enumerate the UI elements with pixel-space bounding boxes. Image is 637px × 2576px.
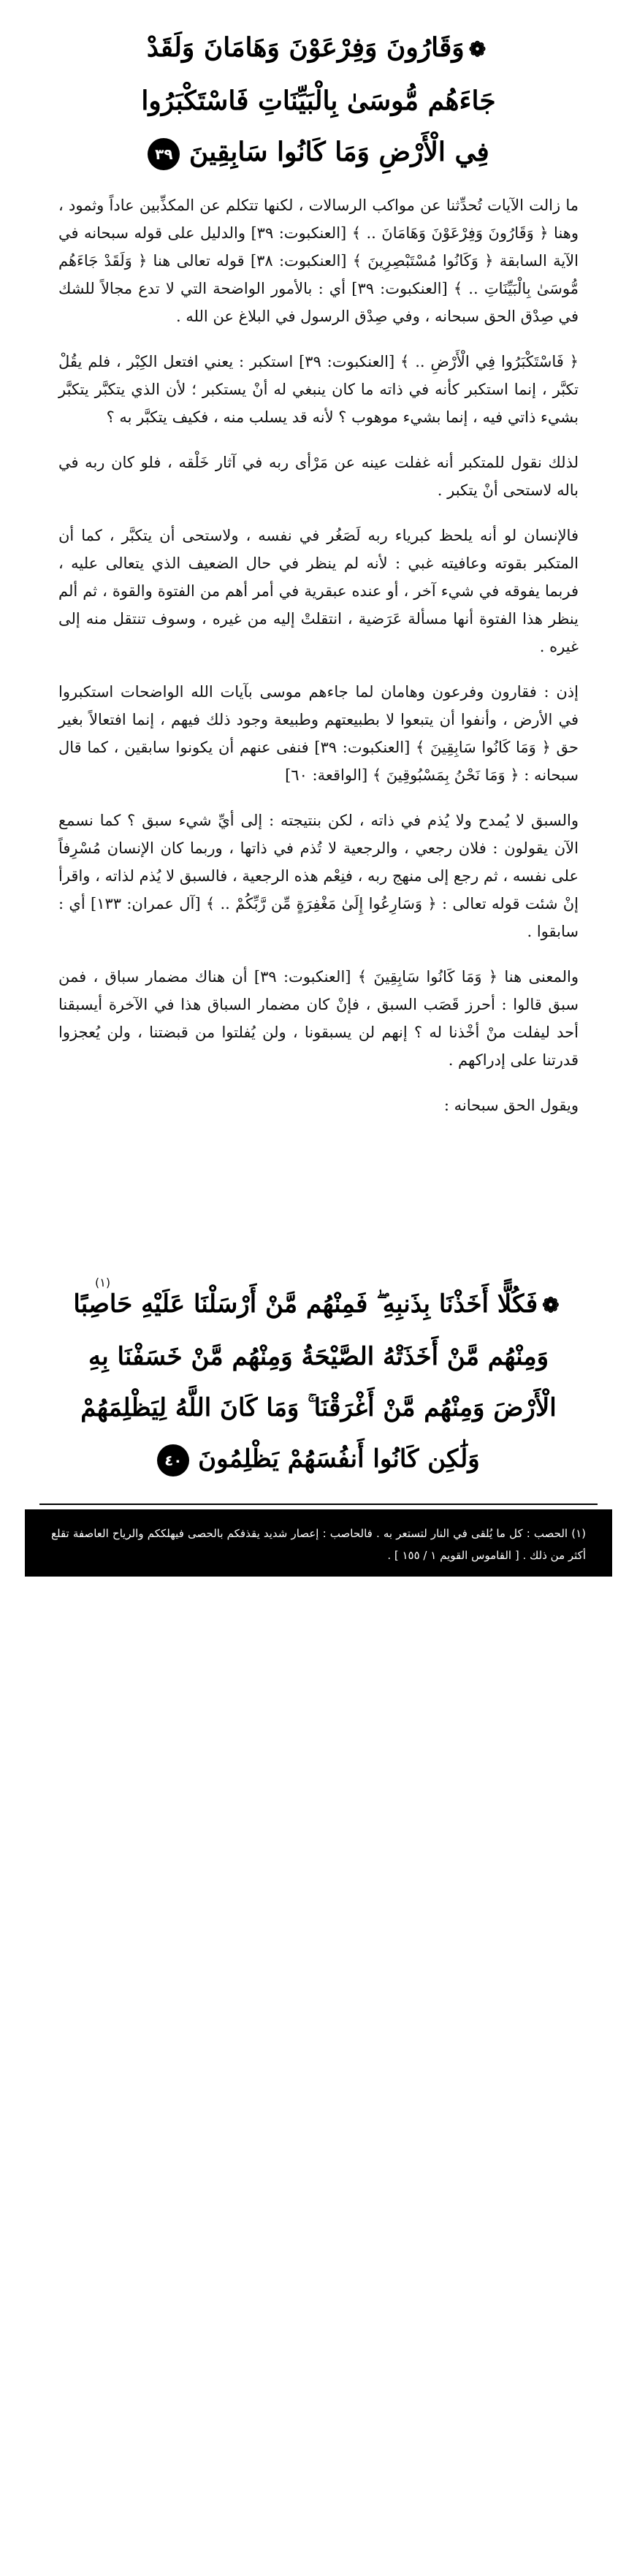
footnote-divider — [39, 1504, 598, 1505]
paragraph: إذن : فقارون وفرعون وهامان لما جاءهم موسى بآيات الله الواضحات استكبروا في الأرض ، وأنفوا أن يتبعوا لا بطبيعتهم وطبيعة وجود ذلك فيهم ، إنما افتعالاً بغير حق ﴿ وَمَا كَانُوا سَابِقِينَ ﴾ [العنكبوت: ٣٩] فنفى عنهم أن يكونوا سابقين ، كما قال سبحانه : ﴿ وَمَا نَحْنُ بِمَسْبُوقِينَ ﴾ [الواقعة: ٦٠] — [58, 683, 579, 784]
paragraph: ما زالت الآيات تُحدِّثنا عن مواكب الرسالات ، لكنها تتكلم عن المكذِّبين عاداً وثمود ، وهنا ﴿ وَقَارُونَ وَفِرْعَوْنَ وَهَامَانَ .. ﴾ [العنكبوت: ٣٩] والدليل على قوله سبحانه في الآية السابقة ﴿ وَكَانُوا مُسْتَبْصِرِينَ ﴾ [العنكبوت: ٣٨] قوله تعالى هنا ﴿ وَلَقَدْ جَاءَهُم مُّوسَىٰ بِالْبَيِّنَاتِ .. ﴾ [العنكبوت: ٣٩] أي : بالأمور الواضحة التي لا تدع مجالاً للشك في صِدْق الحق سبحانه ، وفي صِدْق الرسول في البلاغ عن الله . — [58, 197, 579, 325]
book-page — [25, 0, 612, 1577]
verse-number-badge: ٣٩ — [148, 138, 180, 170]
paragraph: والسبق لا يُمدح ولا يُذم في ذاته ، لكن بنتيجته : إلى أيِّ شيء سبق ؟ كما نسمع الآن يقولون : فلان رجعي ، والرجعية لا تُذم في ذاتها ، وربما كان الإنسان مُسْرِفاً على نفسه ، ثم رجع إلى منهج ربه ، فنِعْم هذه الرجعية ، فالسبق لا يُذم لذاته ، واقرأ إنْ شئت قوله تعالى : ﴿ وَسَارِعُوا إِلَىٰ مَغْفِرَةٍ مِّن رَّبِّكُمْ .. ﴾ [آل عمران: ١٣٣] أي : سابقوا . — [58, 812, 579, 940]
paragraph: ويقول الحق سبحانه : — [443, 1097, 579, 1114]
commentary-text — [58, 191, 579, 1137]
second-verse-line-1 — [69, 1279, 568, 1331]
header-verse-line-3 — [54, 126, 583, 178]
second-verse-line-4-text: وَلَٰكِن كَانُوا أَنفُسَهُمْ يَظْلِمُونَ — [198, 1444, 480, 1474]
header-verse-line-3-text: فِي الْأَرْضِ وَمَا كَانُوا سَابِقِينَ — [188, 137, 489, 167]
second-verse-line-4 — [69, 1433, 568, 1485]
header-verse-line-1-text: وَقَارُونَ وَفِرْعَوْنَ وَهَامَانَ وَلَقَدْ — [146, 32, 465, 63]
header-quran-verse — [54, 22, 583, 183]
verse-open-ornament-icon: ❁ — [542, 1293, 560, 1317]
second-quran-verse — [69, 1279, 568, 1498]
footnote-reference-marker: (١) — [95, 1276, 111, 1289]
footnote: (١) الحصب : كل ما يُلقى في النار لتستعر به . فالحاصب : إعصار شديد يقذفكم بالحصى فيهلككم والرياح العاصفة تقلع أكثر من ذلك . [ القاموس القويم ١ / ١٥٥ ] . — [25, 1509, 612, 1577]
second-verse-line-3: الْأَرْضَ وَمِنْهُم مَّنْ أَغْرَقْنَا ۚ وَمَا كَانَ اللَّهُ لِيَظْلِمَهُمْ — [80, 1393, 557, 1422]
paragraph: فالإنسان لو أنه يلحظ كبرياء ربه لَصَغُر في نفسه ، ولاستحى أن يتكبَّر ، كما أن المتكبر بقوته وعافيته غبي : لأنه لم ينظر في حال الضعيف الذي يتعالى عليه ، فربما يفوقه في شيء آخر ، أو عنده عبقرية في أمر أهم من الفتوة والقوة ، ثم ألم ينظر هذا الفتوة أنها مسألة عَرَضية ، انتقلتْ إليه من غيره ، وسوف تنتقل منه إلى غيره . — [58, 527, 579, 655]
second-verse-line-1-text: فَكُلًّا أَخَذْنَا بِذَنبِهِ ۖ فَمِنْهُم مَّنْ أَرْسَلْنَا عَلَيْهِ حَاصِبًا — [73, 1289, 538, 1319]
paragraph: لذلك نقول للمتكبر أنه غفلت عينه عن مَرْأى ربه في آثار خَلْقه ، فلو كان ربه في باله لاستحى أنْ يتكبر . — [58, 454, 579, 499]
verse-open-ornament-icon: ❁ — [468, 37, 487, 61]
paragraph: ﴿ فَاسْتَكْبَرُوا فِي الْأَرْضِ .. ﴾ [العنكبوت: ٣٩] استكبر : يعني افتعل الكِبْر ، فلم يقُلْ تكبَّر ، إنما استكبر كأنه في ذاته ما كان ينبغي له أنْ يستكبر ؛ لأن الذي يتكبَّر يتكبَّر بشيء ذاتي فيه ، إنما بشيء موهوب ؟ لأنه قد يسلب منه ، فكيف يتكبَّر به ؟ — [58, 353, 579, 426]
header-verse-line-1 — [54, 22, 583, 75]
second-verse-line-2: وَمِنْهُم مَّنْ أَخَذَتْهُ الصَّيْحَةُ وَمِنْهُم مَّنْ خَسَفْنَا بِهِ — [88, 1342, 549, 1371]
header-verse-line-2: جَاءَهُم مُّوسَىٰ بِالْبَيِّنَاتِ فَاسْتَكْبَرُوا — [141, 85, 496, 116]
paragraph: والمعنى هنا ﴿ وَمَا كَانُوا سَابِقِينَ ﴾ [العنكبوت: ٣٩] أن هناك مضمار سباق ، فمن سبق قالوا : أحرز قَصَب السبق ، فإنْ كان مضمار السباق هذا في الآخرة أيسبقنا أحد ليفلت منْ أخْذنا له ؟ إنهم لن يسبقونا ، ولن يُفلتوا من قبضتنا ، ولن يُعجزوا قدرتنا على إدراكهم . — [58, 968, 579, 1069]
verse-number-badge: ٤٠ — [157, 1444, 189, 1476]
